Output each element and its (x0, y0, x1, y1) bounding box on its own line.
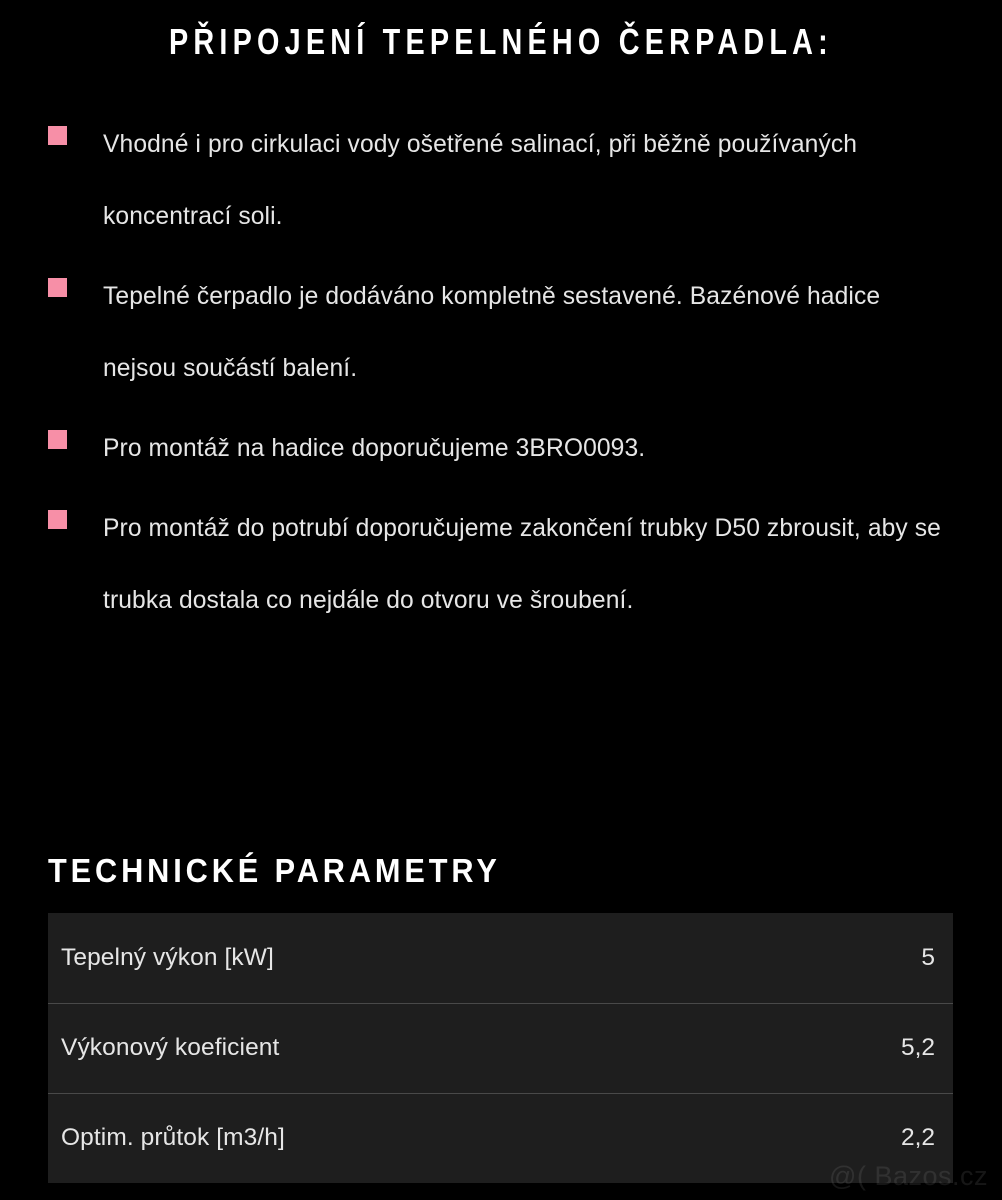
square-bullet-icon (48, 278, 67, 297)
technical-parameters-table (48, 913, 953, 1183)
page-title: PŘIPOJENÍ TEPELNÉHO ČERPADLA: (169, 21, 833, 62)
square-bullet-icon (48, 126, 67, 145)
list-item (48, 492, 962, 636)
list-item (48, 108, 962, 252)
spec-label: Optim. průtok [m3/h] (48, 1093, 775, 1183)
list-item (48, 260, 962, 404)
list-item-text: Vhodné i pro cirkulaci vody ošetřené salinací, při běžně používaných koncentrací soli. (103, 130, 858, 230)
spec-label: Výkonový koeficient (48, 1003, 775, 1093)
table-row (48, 913, 953, 1003)
spec-value: 5 (921, 943, 935, 971)
square-bullet-icon (48, 430, 67, 449)
table-row (48, 1093, 953, 1183)
table-row (48, 1003, 953, 1093)
technical-parameters-heading: TECHNICKÉ PARAMETRY (48, 852, 501, 889)
list-item-text: Pro montáž do potrubí doporučujeme zakončení trubky D50 zbrousit, aby se trubka dostala co nejdále do otvoru ve šroubení. (103, 514, 941, 614)
list-item (48, 412, 962, 484)
feature-bullet-list (48, 108, 962, 644)
spec-value: 2,2 (775, 1093, 953, 1183)
list-item-text: Tepelné čerpadlo je dodáváno kompletně sestavené. Bazénové hadice nejsou součástí balení. (103, 282, 881, 382)
spec-value: 5,2 (775, 1003, 953, 1093)
square-bullet-icon (48, 510, 67, 529)
spec-label: Tepelný výkon [kW] (61, 943, 274, 971)
list-item-text: Pro montáž na hadice doporučujeme 3BRO0093. (103, 434, 646, 462)
